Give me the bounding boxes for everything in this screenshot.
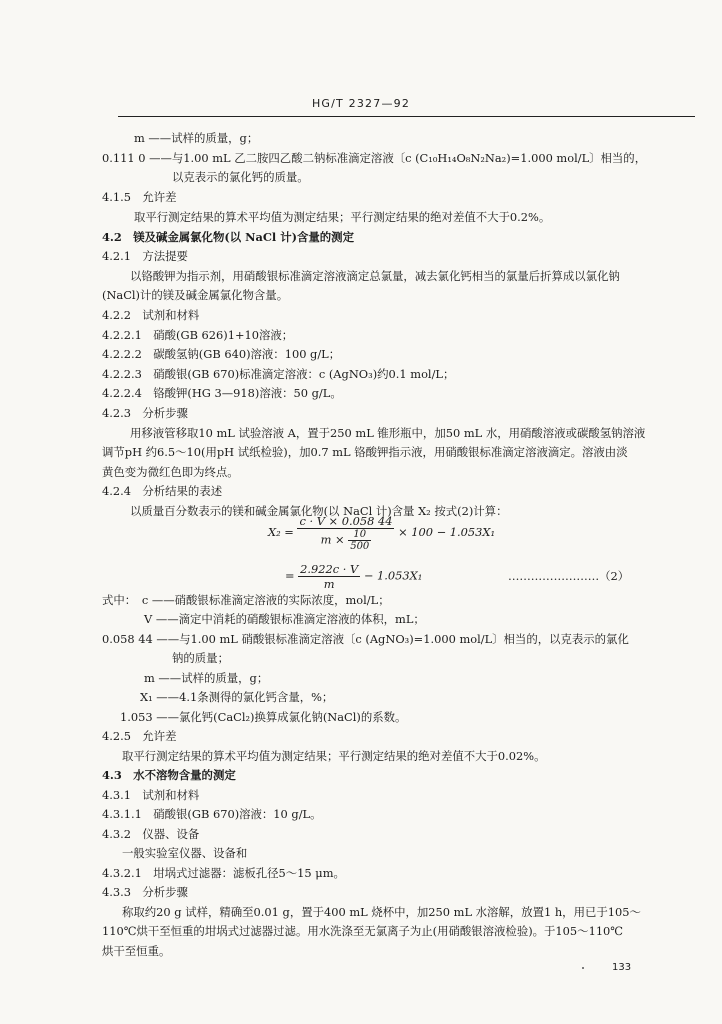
header-rule [118,116,695,117]
apparatus-item: 4.3.2.1 坩埚式过滤器：滤板孔径5～15 μm。 [102,866,345,880]
reagent-item: 4.2.2.2 碳酸氢钠(GB 640)溶液：100 g/L； [102,347,341,361]
reagent-item: 4.2.2.3 硝酸银(GB 670)标准滴定溶液：c (AgNO₃)约0.1 mol/L； [102,367,455,381]
paragraph-cont: (NaCl)计的镁及碱金属氯化物含量。 [102,288,289,302]
factor-definition: 1.053 ——氯化钙(CaCl₂)换算成氯化钠(NaCl)的系数。 [120,710,407,724]
paragraph-cont: 烘干至恒重。 [102,944,171,958]
formula-lhs: X₂ = [268,525,294,539]
section-4-3-heading: 4.3 水不溶物含量的测定 [102,768,236,782]
paragraph-cont: 110℃烘干至恒重的坩埚式过滤器过滤。用水洗涤至无氯离子为止(用硝酸银溶液检验)。于105～110℃ [102,924,624,938]
page-number: 133 [612,962,632,973]
coefficient-definition-cont: 钠的质量； [172,651,229,665]
standard-code: HG/T 2327—92 [311,97,411,110]
formula-numerator-2: 2.922c · V [300,562,359,576]
section-4-3-2-heading: 4.3.2 仪器、设备 [102,827,200,841]
var-x1-definition: X₁ ——4.1条测得的氯化钙含量，%； [140,690,334,704]
formula-line-1 [268,514,495,552]
formula-fraction-2 [298,562,360,591]
formula-small-fraction [348,529,371,552]
reagent-item: 4.2.2.4 铬酸钾(HG 3—918)溶液：50 g/L。 [102,386,342,400]
section-4-2-1-heading: 4.2.1 方法提要 [102,249,188,263]
formula-tail-1: × 100 − 1.053X₁ [398,525,496,539]
section-4-1-5-heading: 4.1.5 允许差 [102,190,177,204]
coefficient-definition: 0.058 44 ——与1.00 mL 硝酸银标准滴定溶液〔c (AgNO₃)=1.000 mol/L〕相当的，以克表示的氯化 [102,632,629,646]
section-4-2-heading: 4.2 镁及碱金属氯化物(以 NaCl 计)含量的测定 [102,230,354,244]
paragraph: 称取约20 g 试样，精确至0.01 g，置于400 mL 烧杯中，加250 mL 水溶解，放置1 h，用已于105～ [122,905,641,919]
formula-label: ……………………（2） [508,569,630,583]
section-4-2-5-heading: 4.2.5 允许差 [102,729,177,743]
scan-speck [582,967,584,969]
formula-denominator-2: m [323,577,335,591]
paragraph: 以铬酸钾为指示剂，用硝酸银标准滴定溶液滴定总氯量，减去氯化钙相当的氯量后折算成以氯化钠 [130,269,620,283]
var-m-definition: m ——试样的质量，g； [144,671,269,685]
section-4-3-3-heading: 4.3.3 分析步骤 [102,885,188,899]
section-4-2-3-heading: 4.2.3 分析步骤 [102,406,188,420]
section-4-3-1-heading: 4.3.1 试剂和材料 [102,788,200,802]
paragraph-cont: 黄色变为微红色即为终点。 [102,465,239,479]
paragraph: 以质量百分数表示的镁和碱金属氯化物(以 NaCl 计)含量 X₂ 按式(2)计算： [130,504,508,518]
coefficient-definition: 0.111 0 ——与1.00 mL 乙二胺四乙酸二钠标准滴定溶液〔c (C₁₀H₁₄O₈N₂Na₂)=1.000 mol/L〕相当的， [102,151,647,165]
formula-denominator-prefix: m × [320,532,345,547]
paragraph: 取平行测定结果的算术平均值为测定结果；平行测定结果的绝对差值不大于0.02%。 [122,749,546,763]
paragraph: 取平行测定结果的算术平均值为测定结果；平行测定结果的绝对差值不大于0.2%。 [134,210,551,224]
coefficient-definition-cont: 以克表示的氯化钙的质量。 [172,170,309,184]
small-numerator: 10 [348,529,371,541]
var-v-definition: V ——滴定中消耗的硝酸银标准滴定溶液的体积，mL； [144,612,425,626]
small-denominator: 500 [350,541,370,552]
formula-denominator-1 [297,529,394,552]
reagent-item: 4.3.1.1 硝酸银(GB 670)溶液：10 g/L。 [102,807,322,821]
paragraph-cont: 调节pH 约6.5～10(用pH 试纸检验)，加0.7 mL 铬酸钾指示液，用硝酸银标准滴定溶液滴定。溶液由淡 [102,445,628,459]
paragraph: 一般实验室仪器、设备和 [122,846,248,860]
reagent-item: 4.2.2.1 硝酸(GB 626)1+10溶液； [102,328,294,342]
where-c-definition: 式中： c ——硝酸银标准滴定溶液的实际浓度，mol/L； [102,593,390,607]
formula-equals: = [285,568,295,583]
paragraph: 用移液管移取10 mL 试验溶液 A，置于250 mL 锥形瓶中，加50 mL 水，用硝酸溶液或碳酸氢钠溶液 [130,426,646,440]
formula-tail-2: − 1.053X₁ [363,568,423,583]
formula-line-2 [285,562,422,591]
formula-numerator-1: c · V × 0.058 44 [299,514,393,528]
section-4-2-2-heading: 4.2.2 试剂和材料 [102,308,200,322]
section-4-2-4-heading: 4.2.4 分析结果的表述 [102,484,223,498]
var-m-definition: m ——试样的质量，g； [134,131,259,145]
formula-fraction-1 [297,514,394,552]
